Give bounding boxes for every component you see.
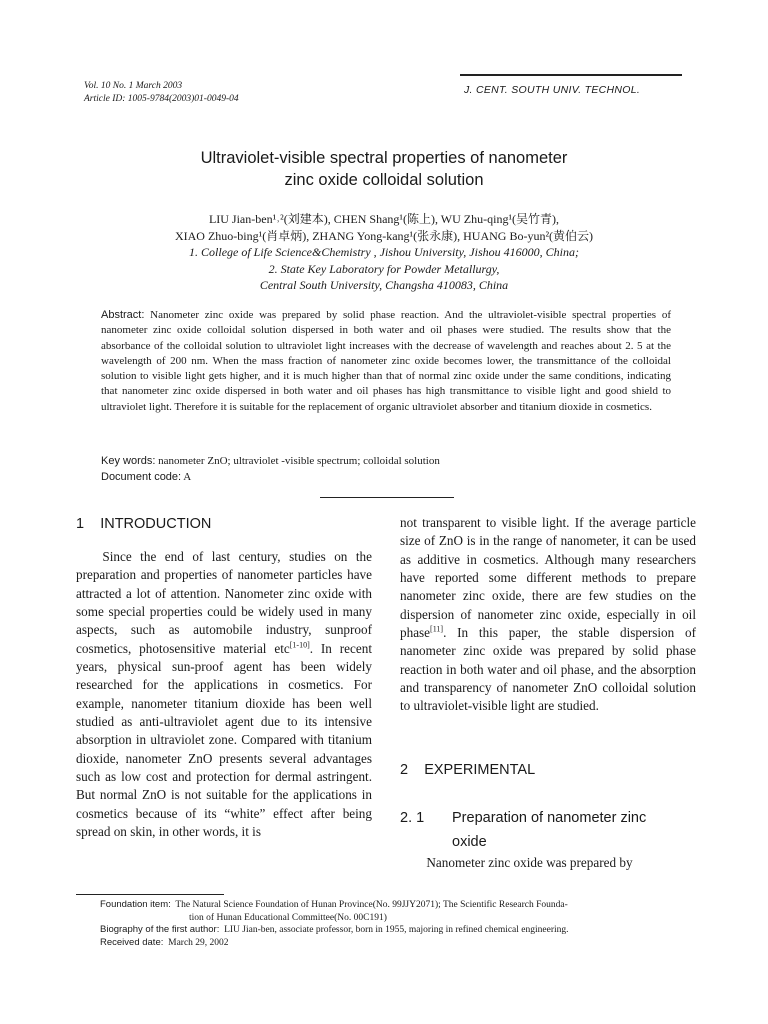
- intro-paragraph-1: [76, 548, 372, 842]
- section-1-heading: [76, 516, 211, 532]
- subsection-2-1-heading: [400, 806, 700, 854]
- citation-1-10: [1-10]: [289, 640, 310, 650]
- subsection-2-1-body: [400, 854, 696, 872]
- section-1-number: 1: [76, 516, 85, 532]
- keywords: [101, 455, 671, 467]
- citation-11: [11]: [430, 624, 444, 634]
- affiliation-1: 1. College of Life Science&Chemistry , Jishou University, Jishou 416000, China;: [189, 245, 579, 259]
- biography-label: Biography of the first author:: [100, 924, 220, 935]
- right-column: [400, 514, 696, 716]
- subsection-2-1-number: 2. 1: [400, 810, 425, 826]
- received-text: March 29, 2002: [168, 937, 229, 948]
- subsection-2-1-title-line-2: oxide: [452, 834, 487, 850]
- document-code: [101, 471, 671, 483]
- intro-text-a: Since the end of last century, studies on the preparation and properties of nanometer particles have attracted a lot of attention. Nanometer zinc oxide with some special properties could be widely used in many aspects, such as automobile industry, sunproof cosmetics, photosensitive material etc: [76, 549, 372, 656]
- abstract-label: Abstract:: [101, 309, 145, 321]
- affiliation-3: Central South University, Changsha 410083, China: [259, 278, 509, 292]
- affiliation-2: 2. State Key Laboratory for Powder Metallurgy,: [268, 261, 500, 276]
- footnote-rule: [76, 894, 224, 895]
- experimental-paragraph-1: Nanometer zinc oxide was prepared by: [426, 855, 633, 870]
- title-line-1: Ultraviolet-visible spectral properties of nanometer: [200, 149, 568, 167]
- article-id: Article ID: 1005-9784(2003)01-0049-04: [84, 94, 239, 104]
- paper-title: [84, 147, 684, 191]
- abstract: [101, 308, 671, 415]
- biography-text: LIU Jian-ben, associate professor, born in 1955, majoring in refined chemical engineering.: [224, 925, 569, 935]
- left-column: [76, 548, 372, 842]
- keywords-text: nanometer ZnO; ultraviolet -visible spectrum; colloidal solution: [158, 455, 440, 467]
- section-2-heading: [400, 762, 535, 778]
- document-code-label: Document code:: [101, 471, 182, 483]
- intro-text-d: . In this paper, the stable dispersion of nanometer zinc oxide was prepared by solid phase reaction in both water and oil phase, and the absorption and transparency of nanometer ZnO colloidal solution to ultraviolet-visible light are studied.: [400, 625, 696, 714]
- keywords-label: Key words:: [101, 455, 156, 467]
- running-header-left: [84, 80, 239, 106]
- section-2-title: EXPERIMENTAL: [424, 762, 536, 778]
- authors-line-2: XIAO Zhuo-bing¹(肖卓炳), ZHANG Yong-kang¹(张永康), HUANG Bo-yun²(黄伯云): [174, 228, 594, 243]
- author-block: [84, 211, 684, 294]
- section-1-title: INTRODUCTION: [100, 516, 212, 532]
- foundation-text-2: tion of Hunan Educational Committee(No. 00C191): [189, 912, 387, 923]
- abstract-text: Nanometer zinc oxide was prepared by solid phase reaction. And the ultraviolet-visible spectral properties of nanometer zinc oxide colloidal solution dispersed in both water and oil phases were studied. The results show that the absorbance of the colloidal solution to ultraviolet light increases with the decrease of wavelength and reaches about 2. 5 at the wavelength of 200 nm. When the mass fraction of nanometer zinc oxide becomes lower, the transmittance of the colloidal solution to visible light gets higher, and it is much higher than that of normal zinc oxide under the same conditions, indicating that nanometer zinc oxide dispersed in both water and oil phases has high transmittance to visible light and good shield to ultraviolet light. Therefore it is suitable for the replacement of organic ultraviolet absorber and titanium dioxide in cosmetics.: [101, 309, 671, 413]
- received-label: Received date:: [100, 936, 164, 948]
- biography: [100, 924, 700, 937]
- received-date: [100, 937, 700, 950]
- authors-line-1: LIU Jian-ben¹˒²(刘建本), CHEN Shang¹(陈上), WU Zhu-qing¹(吴竹青),: [208, 212, 560, 226]
- header-rule: [460, 74, 682, 76]
- footnotes: [100, 899, 700, 949]
- subsection-2-1-title-line-1: Preparation of nanometer zinc: [452, 810, 647, 826]
- title-line-2: zinc oxide colloidal solution: [284, 171, 484, 189]
- volume-line: Vol. 10 No. 1 March 2003: [84, 81, 183, 91]
- intro-paragraph-2: [400, 514, 696, 716]
- foundation-text-1: The Natural Science Foundation of Hunan Province(No. 99JJY2071); The Scientific Research Founda-: [175, 900, 568, 910]
- foundation-item: [100, 899, 700, 912]
- intro-text-b: . In recent years, physical sun-proof agent has been widely researched for the applications in cosmetics. For example, nanometer titanium dioxide has been well studied as anti-ultraviolet agent due to its intensive absorption in ultraviolet zone. Compared with titanium dioxide, nanometer ZnO presents several advantages such as low cost and protection for dermal astringent. But normal ZnO is not suitable for the applications in cosmetics because of its “white” effect after being spread on skin, in other words, it is: [76, 640, 373, 840]
- intro-text-c: not transparent to visible light. If the average particle size of ZnO is in the range of nanometer, it can be used as additive in cosmetics. Although many researchers have reported some different methods to prepare nanometer zinc oxide, there are few studies on the dispersion of nanometer zinc oxide, especially in oil phase: [400, 515, 696, 641]
- journal-name: J. CENT. SOUTH UNIV. TECHNOL.: [464, 84, 641, 96]
- foundation-label: Foundation item:: [100, 899, 171, 910]
- separator-rule: [320, 497, 454, 498]
- document-code-value: A: [183, 471, 192, 483]
- section-2-number: 2: [400, 762, 409, 778]
